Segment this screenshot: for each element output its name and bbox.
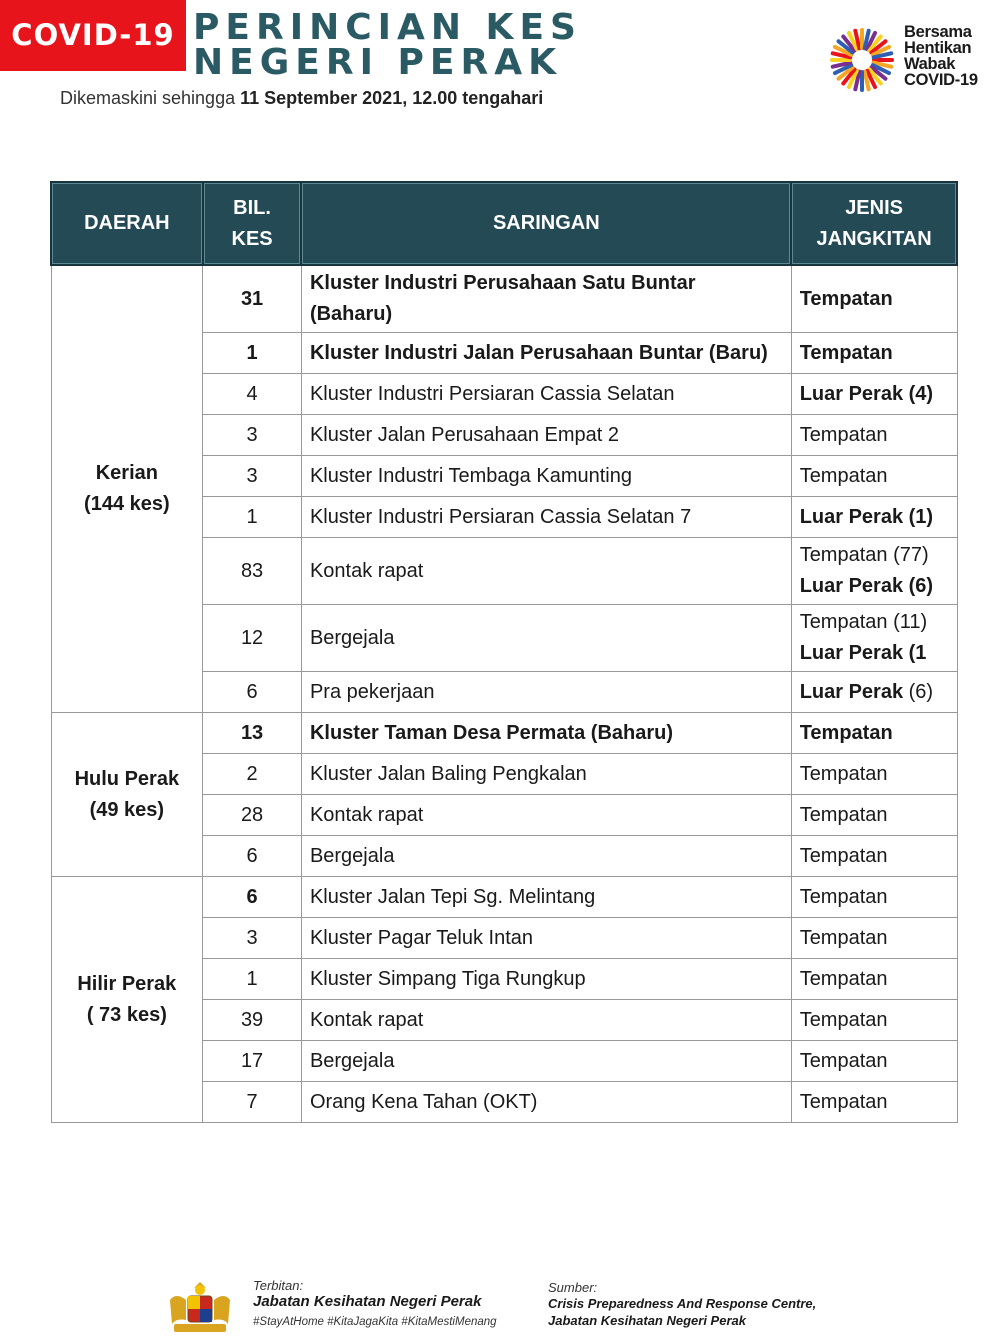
daerah-name: Kerian xyxy=(95,462,158,484)
bil-kes-cell: 3 xyxy=(203,415,302,456)
daerah-cell xyxy=(51,265,203,713)
jenis-jangkitan-cell xyxy=(791,265,957,333)
page-title xyxy=(193,7,582,83)
bil-kes-cell: 1 xyxy=(203,333,302,374)
daerah-count: (49 kes) xyxy=(89,798,165,821)
jenis-count: (6) xyxy=(903,680,934,703)
page-title-line2: NEGERI PERAK xyxy=(193,42,562,83)
saringan-text: Kontak rapat xyxy=(309,1008,424,1031)
jenis-text: Tempatan xyxy=(799,803,888,826)
jenis-text: Luar Perak xyxy=(799,680,904,703)
saringan-cell xyxy=(301,754,791,795)
bil-kes-cell: 28 xyxy=(203,795,302,836)
saringan-text: Kluster Jalan Tepi Sg. Melintang xyxy=(309,885,596,908)
jenis-jangkitan-cell xyxy=(791,754,957,795)
saringan-text-line2: (Baharu) xyxy=(309,303,393,325)
saringan-text: Kluster Industri Persiaran Cassia Selatan xyxy=(309,382,675,405)
saringan-text: Kontak rapat xyxy=(309,803,424,826)
bil-kes-cell: 1 xyxy=(203,497,302,538)
saringan-text: Kluster Pagar Teluk Intan xyxy=(309,926,534,949)
sunburst-icon xyxy=(826,20,898,100)
saringan-text: Kluster Industri Persiaran Cassia Selatan 7 xyxy=(309,505,692,528)
bil-kes-cell: 13 xyxy=(203,713,302,754)
jenis-text: Tempatan xyxy=(799,762,888,785)
bil-kes-cell: 12 xyxy=(203,605,302,672)
jenis-jangkitan-cell xyxy=(791,1082,957,1123)
saringan-cell xyxy=(301,605,791,672)
saringan-text: Pra pekerjaan xyxy=(309,680,435,703)
logo-line2: Hentikan xyxy=(904,39,972,57)
table-row xyxy=(51,877,957,918)
sumber-label: Sumber: xyxy=(548,1280,598,1295)
saringan-cell xyxy=(301,456,791,497)
saringan-text: Kluster Jalan Perusahaan Empat 2 xyxy=(309,423,620,446)
bil-kes-cell: 31 xyxy=(203,265,302,333)
daerah-count: ( 73 kes) xyxy=(86,1003,167,1026)
jenis-text-line2: Luar Perak (6) xyxy=(799,575,934,597)
jenis-text: Luar Perak (4) xyxy=(799,382,934,405)
jenis-jangkitan-cell xyxy=(791,795,957,836)
updated-prefix: Dikemaskini sehingga xyxy=(60,88,241,108)
saringan-text: Kluster Jalan Baling Pengkalan xyxy=(309,762,587,785)
daerah-name: Hulu Perak xyxy=(74,767,180,790)
saringan-cell xyxy=(301,918,791,959)
sumber-line2: Jabatan Kesihatan Negeri Perak xyxy=(548,1313,746,1328)
logo-line3: Wabak xyxy=(904,55,956,73)
jenis-text: Tempatan xyxy=(799,464,888,487)
saringan-text: Kluster Industri Tembaga Kamunting xyxy=(309,464,632,487)
sumber-line1: Crisis Preparedness And Response Centre, xyxy=(548,1296,817,1311)
bil-kes-cell: 3 xyxy=(203,918,302,959)
jenis-jangkitan-cell xyxy=(791,415,957,456)
terbitan-label: Terbitan: xyxy=(253,1278,304,1293)
hashtags: #StayAtHome #KitaJagaKita #KitaMestiMenang xyxy=(253,1316,497,1328)
bil-kes-cell: 7 xyxy=(203,1082,302,1123)
saringan-text: Bergejala xyxy=(309,1049,395,1072)
header-daerah: DAERAH xyxy=(51,182,203,265)
jenis-text: Tempatan xyxy=(799,287,893,310)
jenis-text-line2: Luar Perak (1 xyxy=(799,642,927,664)
saringan-cell xyxy=(301,265,791,333)
jenis-text: Tempatan xyxy=(799,341,893,364)
saringan-text: Bergejala xyxy=(309,844,395,867)
bil-kes-cell: 6 xyxy=(203,672,302,713)
jenis-jangkitan-cell xyxy=(791,918,957,959)
jenis-text: Tempatan xyxy=(799,885,888,908)
jenis-jangkitan-cell xyxy=(791,672,957,713)
jenis-text: Tempatan xyxy=(799,926,888,949)
header-bil-kes xyxy=(203,182,302,265)
jenis-jangkitan-cell xyxy=(791,333,957,374)
bil-kes-cell: 1 xyxy=(203,959,302,1000)
bil-kes-cell: 39 xyxy=(203,1000,302,1041)
jenis-jangkitan-cell xyxy=(791,836,957,877)
saringan-cell xyxy=(301,795,791,836)
saringan-text: Kluster Taman Desa Permata (Baharu) xyxy=(309,721,674,744)
daerah-name: Hilir Perak xyxy=(77,972,177,995)
saringan-cell xyxy=(301,836,791,877)
saringan-text: Kluster Industri Jalan Perusahaan Buntar (Baru) xyxy=(309,341,768,364)
saringan-text: Kluster Industri Perusahaan Satu Buntar xyxy=(309,272,696,294)
jenis-jangkitan-cell xyxy=(791,374,957,415)
jenis-jangkitan-cell xyxy=(791,713,957,754)
bil-kes-cell: 6 xyxy=(203,836,302,877)
saringan-text: Bergejala xyxy=(309,626,395,649)
jenis-jangkitan-cell xyxy=(791,1041,957,1082)
jenis-text: Tempatan xyxy=(799,423,888,446)
logo-text xyxy=(904,24,978,88)
saringan-cell xyxy=(301,1000,791,1041)
saringan-cell xyxy=(301,1082,791,1123)
saringan-cell xyxy=(301,415,791,456)
logo-line4: COVID-19 xyxy=(904,71,978,89)
bil-kes-cell: 6 xyxy=(203,877,302,918)
jenis-text: Luar Perak (1) xyxy=(799,505,934,528)
jenis-text: Tempatan xyxy=(799,967,888,990)
source-block xyxy=(548,1280,848,1329)
jenis-text: Tempatan (11) xyxy=(799,611,928,633)
covid-badge: COVID-19 xyxy=(0,0,186,71)
bil-kes-cell: 4 xyxy=(203,374,302,415)
header-bil-line2: KES xyxy=(231,227,273,250)
daerah-cell xyxy=(51,713,203,877)
page-title-line1: PERINCIAN KES xyxy=(193,7,582,48)
jenis-text: Tempatan xyxy=(799,1049,888,1072)
updated-date: 11 September 2021, 12.00 tengahari xyxy=(240,88,544,108)
jenis-jangkitan-cell xyxy=(791,877,957,918)
saringan-cell xyxy=(301,877,791,918)
jenis-jangkitan-cell xyxy=(791,456,957,497)
saringan-text: Kontak rapat xyxy=(309,559,424,582)
jenis-text: Tempatan xyxy=(799,1090,888,1113)
daerah-cell xyxy=(51,877,203,1123)
bil-kes-cell: 17 xyxy=(203,1041,302,1082)
bil-kes-cell: 3 xyxy=(203,456,302,497)
jenis-text: Tempatan xyxy=(799,721,893,744)
saringan-cell xyxy=(301,374,791,415)
jenis-jangkitan-cell xyxy=(791,497,957,538)
saringan-text: Orang Kena Tahan (OKT) xyxy=(309,1090,538,1113)
updated-timestamp xyxy=(60,88,543,109)
header-bil-line1: BIL. xyxy=(233,196,271,219)
saringan-cell xyxy=(301,1041,791,1082)
header-jenis-line1: JENIS xyxy=(845,196,903,219)
table-row xyxy=(51,265,957,333)
header-jenis-line2: JANGKITAN xyxy=(816,227,932,250)
jenis-jangkitan-cell xyxy=(791,605,957,672)
saringan-cell xyxy=(301,713,791,754)
jenis-text: Tempatan xyxy=(799,844,888,867)
saringan-cell xyxy=(301,959,791,1000)
header-saringan: SARINGAN xyxy=(301,182,791,265)
case-table xyxy=(50,181,958,1123)
jenis-text: Tempatan xyxy=(799,1008,888,1031)
bil-kes-cell: 2 xyxy=(203,754,302,795)
jenis-text: Tempatan (77) xyxy=(799,544,929,566)
saringan-text: Kluster Simpang Tiga Rungkup xyxy=(309,967,586,990)
jenis-jangkitan-cell xyxy=(791,538,957,605)
header-jenis-jangkitan xyxy=(791,182,957,265)
table-row xyxy=(51,713,957,754)
saringan-cell xyxy=(301,538,791,605)
publisher-block xyxy=(160,1278,520,1338)
jenis-jangkitan-cell xyxy=(791,1000,957,1041)
terbitan-name: Jabatan Kesihatan Negeri Perak xyxy=(253,1293,482,1310)
table-header-row xyxy=(51,182,957,265)
saringan-cell xyxy=(301,672,791,713)
saringan-cell xyxy=(301,333,791,374)
bersama-hentikan-logo xyxy=(826,20,996,100)
logo-line1: Bersama xyxy=(904,23,972,41)
daerah-count: (144 kes) xyxy=(84,493,170,515)
saringan-cell xyxy=(301,497,791,538)
jenis-jangkitan-cell xyxy=(791,959,957,1000)
bil-kes-cell: 83 xyxy=(203,538,302,605)
crest-icon xyxy=(160,1278,240,1336)
